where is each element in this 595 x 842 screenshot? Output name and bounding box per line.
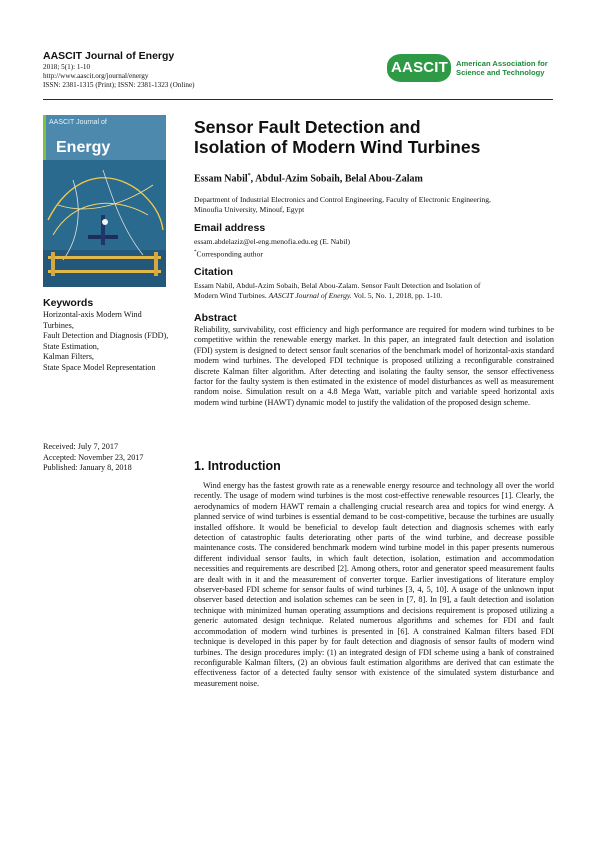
email-heading: Email address <box>194 222 266 234</box>
logo-mark-text: AASCIT <box>391 59 449 76</box>
citation-journal: AASCIT Journal of Energy. <box>268 290 352 300</box>
abstract-text: Reliability, survivability, cost efficiency and high performance are required for modern wind turbines to be competitive within the renewable energy market. In this paper, an integrated fault detection and isolation (FDI) system is designed to detect sensor fault scenarios of the benchmark model of horizontal-axis standard modern wind turbines. The developed FDI technique is proposed utilizing a reconfigurable constrained discrete Kalman filter algorithm. After detecting and isolating the faulty sensor, the sensor effectiveness factor for the faulty system is then estimated in the existence of model disturbances as well as measurement random noise. Simulation result on a 4.8 Mega Watt, variable pitch and variable speed horizontal axis modern wind turbine (HAWT) dynamic model to justify the validation of the proposed design scheme. <box>194 325 554 407</box>
keyword-item: Fault Detection and Diagnosis (FDD), <box>43 331 169 340</box>
paper-title-line-1: Sensor Fault Detection and <box>194 117 421 137</box>
keyword-item: Horizontal-axis Modern Wind Turbines, <box>43 310 142 330</box>
corresponding-mark: * <box>247 173 251 179</box>
affiliation <box>194 195 554 214</box>
author-others: , Abdul-Azim Sobaih, Belal Abou-Zalam <box>250 173 423 185</box>
logo-line-2: Science and Technology <box>456 68 545 77</box>
introduction-text: Wind energy has the fastest growth rate as a renewable energy resource and technology all over the world recently. The usage of modern wind turbines is the most cost-effective renewable resources [1]. Clearly, the aerodynamics of modern HAWT remain a challenging crucial research area and topics for wind energy. A planned service of wind turbines is essential demand to be cost-competitive, because the turbines are usually installed offshore. It would be beneficial to develop fault detection and diagnosis schemes with early detection of catastrophic faults deteriorating other parts of the wind turbine, and decrease possible maintenance costs. The considered benchmark modern wind turbine model in this paper presents numerous different individual sensor faults, in which fault detection, isolation, estimation and accommodation necessities and requirements are described [2]. Among others, rotor and generator speed measurement faults are dealt with in it and the measurement of converter torque. Earlier investigations of literature employ observer-based FDI scheme for sensor faults of wind turbines [3, 4, 5, 10]. A usage of the unknown input observer based detection and isolation schemes can be seen in [7, 8]. In [9], a fault detection and isolation technique with minimized human operating assumptions and decisions requirement is proposed utilizing a generic automated design technique. Related numerous algorithms and schemes for FDI and fault accommodation of modern wind turbines is presented in [6]. A constrained Kalman filters based FDI technique is developed in this paper by for fault detection and diagnosis of sensor faults of modern wind turbines. The design procedures imply: (1) an integrated design of FDI scheme using a bank of constrained reconfigurable Kalman filters, (2) an obvious fault estimation algorithms are derived that can estimate the effectiveness factor of a detected faulty sensor with existence of the simulated system disturbance and measurement noise. <box>194 481 554 688</box>
citation-end: Vol. 5, No. 1, 2018, pp. 1-10. <box>351 290 443 300</box>
paper-title <box>194 117 554 157</box>
cover-small-title: AASCIT Journal of <box>49 119 107 126</box>
citation-line-1: Essam Nabil, Abdul-Azim Sobaih, Belal Abou-Zalam. Sensor Fault Detection and Isolation of <box>194 281 481 290</box>
cover-accent-bar <box>43 115 46 160</box>
affiliation-line-2: Minoufia University, Minouf, Egypt <box>194 204 305 214</box>
citation-line-2 <box>194 291 554 301</box>
header-divider <box>43 99 553 100</box>
keywords-heading: Keywords <box>43 297 94 309</box>
email-address[interactable]: essam.abdelaziz@el-eng.menofia.edu.eg (E. Nabil) <box>194 237 351 246</box>
journal-cover-image <box>43 115 166 287</box>
paper-title-line-2: Isolation of Modern Wind Turbines <box>194 137 481 157</box>
citation-plain: Modern Wind Turbines. <box>194 290 269 300</box>
logo-line-1: American Association for <box>456 59 548 68</box>
citation-heading: Citation <box>194 266 234 278</box>
keywords-list <box>43 310 171 373</box>
corresponding-note <box>194 248 263 259</box>
logo-mark <box>387 54 451 82</box>
affiliation-line-1: Department of Industrial Electronics and Control Engineering, Faculty of Electronic Engineering, <box>194 195 491 204</box>
journal-volume: 2018; 5(1): 1-10 <box>43 63 91 71</box>
cover-big-title: Energy <box>56 139 111 156</box>
logo-text <box>456 59 566 77</box>
introduction-heading: 1. Introduction <box>194 459 281 473</box>
received-date: Received: July 7, 2017 <box>43 442 119 451</box>
keyword-item: Kalman Filters, <box>43 352 94 361</box>
abstract-heading: Abstract <box>194 312 237 324</box>
cover-artwork <box>43 160 166 287</box>
journal-issn: ISSN: 2381-1315 (Print); ISSN: 2381-1323 (Online) <box>43 81 195 89</box>
publication-dates <box>43 442 144 474</box>
author-primary: Essam Nabil <box>194 173 248 185</box>
journal-name: AASCIT Journal of Energy <box>43 50 175 62</box>
note-text: Corresponding author <box>196 249 263 259</box>
aascit-logo <box>387 54 557 84</box>
journal-url[interactable]: http://www.aascit.org/journal/energy <box>43 72 149 80</box>
keyword-item: State Estimation, <box>43 341 99 351</box>
citation-text <box>194 281 554 300</box>
accepted-date: Accepted: November 23, 2017 <box>43 452 144 462</box>
keyword-item: State Space Model Representation <box>43 362 156 372</box>
published-date: Published: January 8, 2018 <box>43 463 132 472</box>
authors <box>194 173 423 184</box>
note-mark: * <box>194 250 197 255</box>
